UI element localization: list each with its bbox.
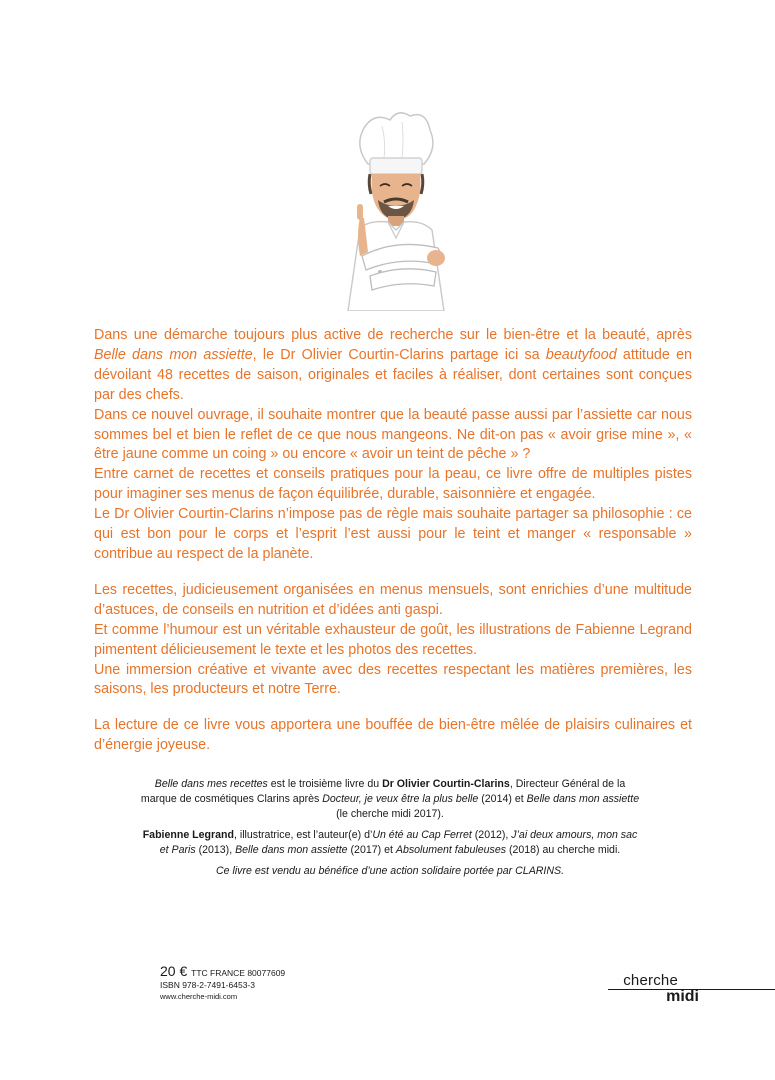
logo-word-cherche: cherche [623,972,678,989]
isbn: ISBN 978-2-7491-6453-3 [160,980,255,990]
text-segment: , Directeur Général de la marque de cosmétiques Clarins après [140,778,626,805]
text-segment: (le cherche midi 2017). [336,807,444,820]
price-info: TTC FRANCE 80077609 [191,968,286,978]
blurb-paragraph-7: Une immersion créative et vivante avec des recettes respectant les matières premières, les saisons, les producteurs et notre Terre. [94,661,692,698]
blurb-paragraph-2: Dans ce nouvel ouvrage, il souhaite montrer que la beauté passe aussi par l’assiette car nous sommes bel et bien le reflet de ce que nous mangeons. Ne dit-on pas « avoir grise mine », « être jaune comme un coing » ou encore « avoir un teint de pêche » ? [94,406,692,463]
charity-note-text: Ce livre est vendu au bénéfice d’une action solidaire portée par CLARINS. [215,864,565,877]
price: 20 € [160,963,188,979]
book-title: Belle dans mon assiette [526,792,640,805]
text-segment: est le troisième livre du [267,778,383,790]
blurb-paragraph-6: Et comme l’humour est un véritable exhausteur de goût, les illustrations de Fabienne Legrand pimentent délicieusement le texte et les photos des recettes. [94,621,692,658]
price-block [160,964,285,1000]
back-cover-blurb [94,326,692,756]
blurb-paragraph-1 [94,326,692,406]
illustrator-bio-paragraph [140,828,640,858]
text-segment: , le Dr Olivier Courtin-Clarins partage ici sa [252,346,546,363]
text-segment: attitude en dévoilant 48 recettes de saison, originales et faciles à réaliser, dont certaines sont conçues par des chefs. [94,346,692,403]
blurb-paragraph-5: Les recettes, judicieusement organisées en menus mensuels, sont enrichies d’une multitude d’astuces, de conseils en nutrition et d’idées anti gaspi. [94,581,692,618]
blurb-paragraph-8: La lecture de ce livre vous apportera une bouffée de bien-être mêlée de plaisirs culinaires et d’énergie joyeuse. [94,717,692,754]
text-segment: (2012), [471,828,512,841]
italic-term: beautyfood [545,346,617,363]
book-title: Belle dans mes recettes [154,778,268,790]
book-title: Docteur, je veux être la plus belle [322,792,479,805]
text-segment: (2013), [195,843,236,856]
book-title: J’ai deux amours, mon sac et Paris [159,828,638,856]
book-title: Absolument fabuleuses [395,843,507,856]
book-title: Belle dans mon assiette [235,843,348,856]
chef-illustration [340,106,450,311]
price-line [160,964,285,978]
publisher-logo [608,972,775,1006]
author-bio-paragraph [140,777,640,822]
book-title: Belle dans mon assiette [94,346,253,363]
charity-note [140,864,640,879]
illustrator-name: Fabienne Legrand [142,828,234,841]
blurb-paragraph-4: Le Dr Olivier Courtin-Clarins n’impose pas de règle mais souhaite partager sa philosophie : ce qui est bon pour le corps et l’esprit l’est aussi pour le teint et manger « responsable » contribue au respect de la planète. [94,506,692,562]
publisher-website: www.cherche-midi.com [160,991,238,1001]
text-segment: (2014) et [478,792,527,805]
text-segment: (2018) au cherche midi. [506,843,621,856]
author-bio [140,777,640,884]
text-segment: , illustratrice, est l’auteur(e) d’ [233,828,373,841]
text-segment: Dans une démarche toujours plus active de recherche sur le bien-être et la beauté, après [94,327,692,343]
blurb-paragraph-3: Entre carnet de recettes et conseils pratiques pour la peau, ce livre offre de multiples pistes pour imaginer ses menus de façon équilibrée, durable, saisonnière et engagée. [94,466,692,503]
logo-word-midi: midi [666,988,699,1005]
book-title: Un été au Cap Ferret [372,828,472,841]
author-name: Dr Olivier Courtin-Clarins [382,778,510,790]
text-segment: (2017) et [347,843,396,856]
